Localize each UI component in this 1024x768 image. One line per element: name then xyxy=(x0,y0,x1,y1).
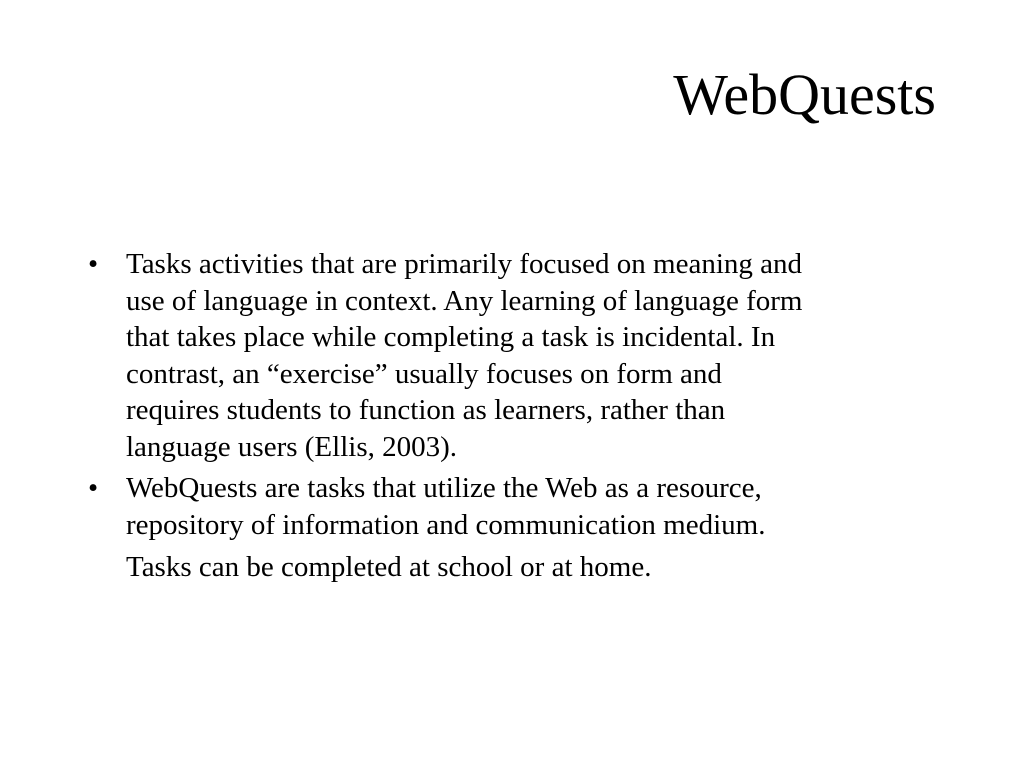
bullet-icon: • xyxy=(88,472,99,504)
bullet-item xyxy=(88,470,938,586)
bullet-icon: • xyxy=(88,248,99,280)
bullet-text-line: that takes place while completing a task is incidental. In xyxy=(126,321,776,353)
bullet-text-line: Tasks can be completed at school or at home. xyxy=(126,551,652,583)
bullet-text-line: requires students to function as learners, rather than xyxy=(126,394,726,426)
bullet-text-line: use of language in context. Any learning of language form xyxy=(126,284,803,317)
bullet-text-line: repository of information and communication medium. xyxy=(126,508,766,541)
bullet-list xyxy=(88,246,938,591)
bullet-text-line: language users (Ellis, 2003). xyxy=(126,430,458,463)
bullet-item xyxy=(88,246,938,465)
bullet-text-line: WebQuests are tasks that utilize the Web as a resource, xyxy=(126,472,762,504)
bullet-text xyxy=(126,246,938,465)
bullet-text xyxy=(126,470,938,586)
slide-title: WebQuests xyxy=(673,62,936,127)
bullet-text-line: Tasks activities that are primarily focused on meaning and xyxy=(126,248,803,280)
bullet-text-line: contrast, an “exercise” usually focuses on form and xyxy=(126,357,722,390)
